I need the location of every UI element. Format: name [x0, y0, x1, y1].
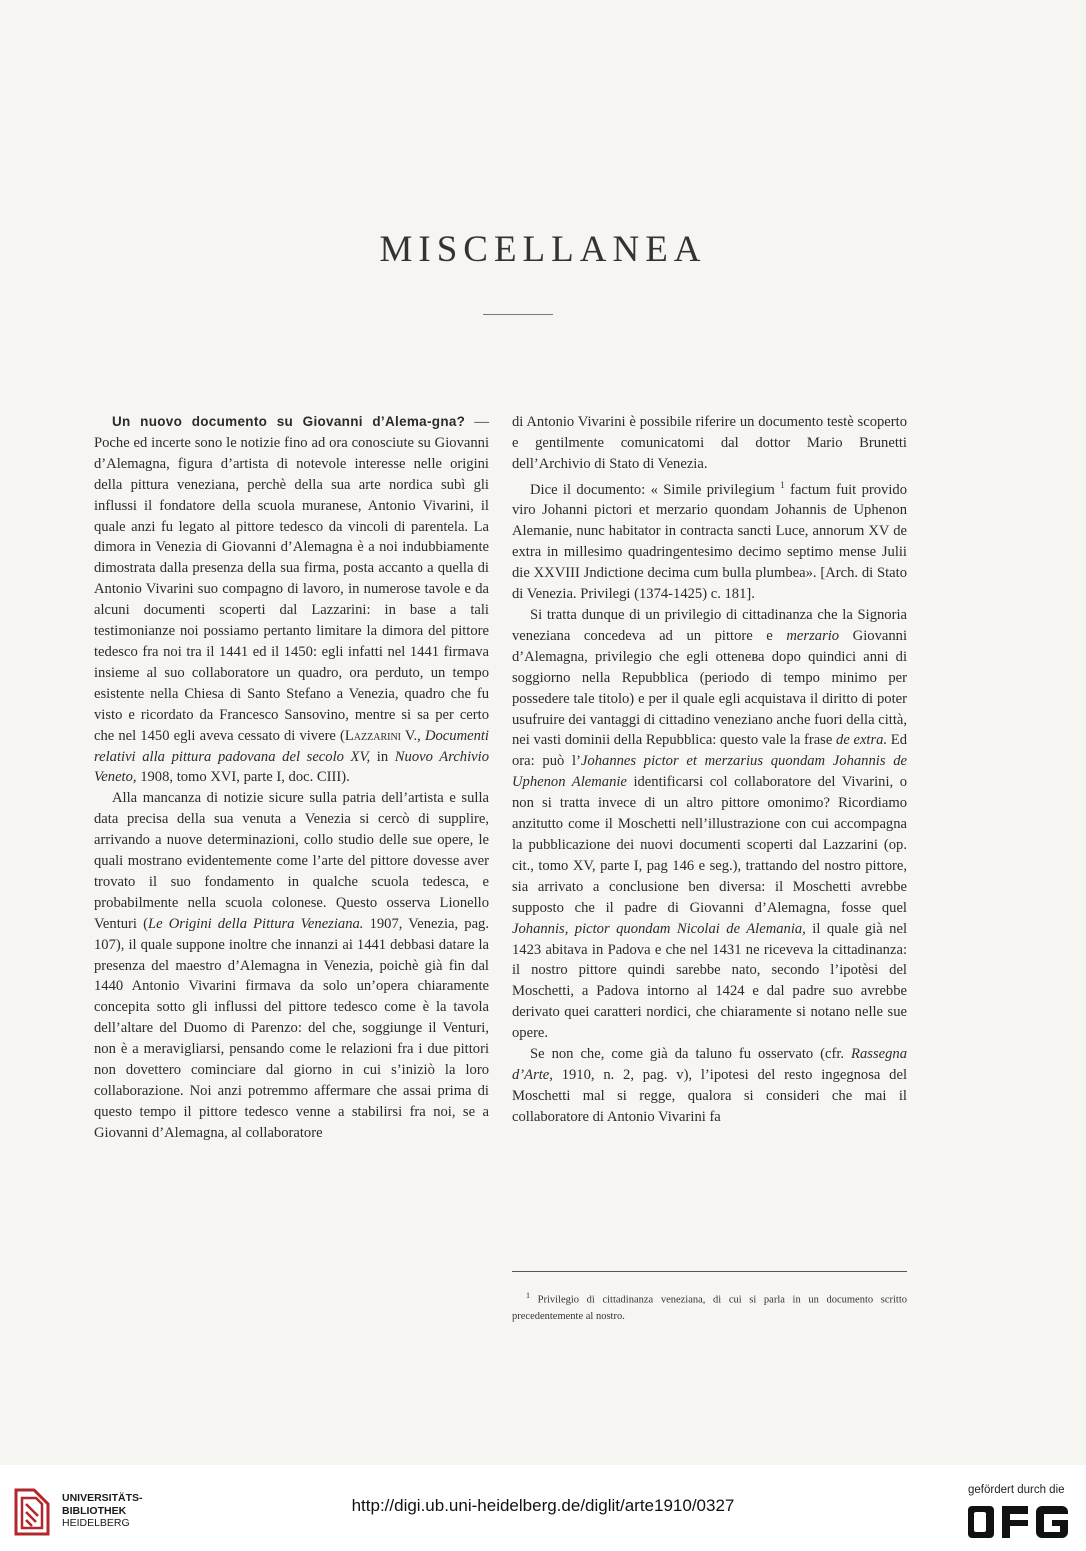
- library-name-line-2: BIBLIOTHEK: [62, 1504, 127, 1517]
- citation-author: Lazzarini: [344, 727, 402, 744]
- citation-title: Le Origini della Pittura Veneziana.: [147, 915, 364, 932]
- paragraph-text: Alla mancanza di notizie sicure sulla patria dell’artista e sulla data precisa della sua venuta a Venezia si cercò di supplire, arrivando a nuove determinazioni, collo studio delle sue opere, le quali mostrano evidentemente come l’arte del pittore dovesse aver trovato il suo fondamento in qualche scuola tedesca, e probabilmente nella scuola colonese. Questo osserva Lionello Venturi (: [94, 790, 489, 932]
- footnote-text: Privilegio di cittadinanza veneziana, di cui si parla in un documento scritto precedentemente al nostro.: [512, 1294, 907, 1322]
- article-paragraph-document: [512, 475, 907, 605]
- page-title: MISCELLANEA: [379, 229, 707, 270]
- citation-end: 1908, tomo XVI, parte I, doc. CIII).: [136, 769, 350, 786]
- funding-label: gefördert durch die: [968, 1484, 1065, 1496]
- library-name-line-1: UNIVERSITÄTS-: [62, 1492, 143, 1504]
- italic-term: Johannis, pictor quondam Nicolai de Alemania,: [512, 920, 806, 937]
- paragraph-text: Dice il documento: « Simile privilegium: [530, 481, 781, 498]
- footnote-reference: 1: [780, 479, 785, 490]
- citation-initial: V.,: [401, 727, 425, 744]
- article-paragraph-privilege: [512, 605, 907, 1044]
- article-paragraph-1: [94, 412, 489, 788]
- footnote-marker: 1: [526, 1291, 530, 1300]
- italic-term: de extra.: [836, 732, 888, 749]
- right-column: [512, 412, 907, 1128]
- italic-term: merzario: [786, 627, 840, 644]
- dfg-logo-icon: [966, 1502, 1072, 1542]
- paragraph-text: identificarsi col collaboratore del Vivarini, o non si tratta invece di un altro pittore omonimo? Ricordiamo anzitutto come il Moschetti nell’illustrazione con cui accompagna la pubblicazione dei nuovi documenti scoperti dal Lazzarini (op. cit., tomo XV, parte I, pag 146 e seg.), trattando del nostro pittore, sia arrivato a conclusione ben diversa: il Moschetti avrebbe supposto che il padre di Giovanni d’Alemagna, fosse quel: [512, 774, 907, 916]
- article-paragraph-2: [94, 788, 489, 1143]
- source-url-link[interactable]: http://digi.ub.uni-heidelberg.de/diglit/arte1910/0327: [351, 1496, 735, 1515]
- article-paragraph-continued: di Antonio Vivarini è possibile riferire un documento testè scoperto e gentilmente comunicatomi dal dottor Mario Brunetti dell’Archivio di Stato di Venezia.: [512, 414, 907, 472]
- paragraph-text: 1907, Venezia, pag. 107), il quale suppone inoltre che innanzi ai 1441 debbasi datare la presenza del maestro d’Alemagna in Venezia, poichè già fin dal 1440 Antonio Vivarini firmava da solo un’opera chiaramente concepita sotto gli influssi del pittore tedesco come è la tavola dell’altare del Duomo di Parenzo: del che, soggiunge il Venturi, non è a meravigliarsi, pensando come le relazioni fra i due pittori non dovettero cominciare dal giorno in cui s’iniziò la loro collaborazione. Noi anzi potremmo affermare che assai prima di questo tempo il pittore tedesco venne a stabilirsi fra noi, se a Giovanni d’Alemagna, al collaboratore: [94, 915, 489, 1141]
- article-paragraph-last: [512, 1044, 907, 1128]
- citation-journal: Nuovo Archivio Veneto,: [94, 748, 489, 786]
- library-name-line-3: HEIDELBERG: [62, 1517, 130, 1529]
- footnote: [512, 1288, 907, 1325]
- citation-title: Documenti relativi alla pittura padovana del secolo XV,: [94, 727, 489, 765]
- paragraph-text: factum fuit provido viro Johanni pictori et merzario quondam Johannis de Uphenon Alemanie, nunc habitator in contracta sancti Luce, annorum XV de extra in millesimo quadringentesimo decimo septimo mense Julii die XXVIII Jndictione decima cum bulla plumbea». [Arch. di Stato di Venezia. Privilegi (1374-1425) c. 181].: [512, 481, 907, 603]
- paragraph-text: Si tratta dunque di un privilegio di cittadinanza che la Signoria veneziana concedeva ad un pittore e: [512, 607, 907, 644]
- paragraph-text: Se non che, come già da taluno fu osservato (cfr.: [530, 1046, 852, 1063]
- title-divider: [483, 314, 553, 315]
- citation-journal: Rassegna d’Arte,: [512, 1046, 907, 1083]
- paragraph-text: 1910, n. 2, pag. v), l’ipotesi del resto ingegnosa del Moschetti mal si regge, qualora si consideri che mai il collaboratore di Antonio Vivarini fa: [512, 1066, 907, 1125]
- citation-in: in: [370, 748, 395, 765]
- paragraph-text: Ed ora: può l’: [512, 732, 907, 770]
- paragraph-text: il quale già nel 1423 abitava in Padova e che nel 1431 ne riceveva la cittadinanza: il nostro pittore quindi sarebbe nato, secondo l’ipotèsi del Moschetti, a Padova intorno al 1424 e dal padre suo avrebbe derivato quei caratteri nordici, che chiaramente si notano nelle sue opere.: [512, 920, 907, 1042]
- italic-term: Johannes pictor et merzarius quondam Johannis de Uphenon Alemanie: [512, 753, 907, 791]
- paragraph-text: Giovanni d’Alemagna, privilegio che egli ottenева dopo quindici anni di soggiorno nella Repubblica (periodo di tempo minimo per possedere tale titolo) e per il quale egli acquistava il diritto di poter usufruire dei vantaggi di cittadino veneziano anche fuori della città, nei vasti dominii della Repubblica: questo vale la frase: [512, 627, 907, 749]
- article-heading: Un nuovo documento su Giovanni d’Alema-gna?: [112, 414, 466, 429]
- paragraph-text: — Poche ed incerte sono le notizie fino ad ora conosciute su Giovanni d’Alemagna, figura d’artista di notevole interesse nelle origini della pittura veneziana, perchè della sua arte nordica subì gli influssi il fondatore della scuola muranese, Antonio Vivarini, il quale anzi fu legato al pittore tedesco da vincoli di parentela. La dimora in Venezia di Giovanni d’Alemagna è a noi indubbiamente dimostrata dalla presenza della sua firma, posta accanto a quella di Antonio Vivarini suo compagno di lavoro, in numerose tavole e da alcuni documenti scoperti dal Lazzarini: in base a tali testimonianze noi possiamo pertanto limitare la dimora del pittore tedesco fra noi tra il 1441 ed il 1450: egli infatti nel 1441 firmava insieme al suo collaboratore un quadro, ora perduto, un tempo esistente nella Chiesa di Santo Stefano a Venezia, quadro che fu visto e ricordato da Francesco Sansovino, mentre si sa per certo che nel 1450 egli aveva cessato di vivere (: [94, 414, 489, 744]
- left-column: [94, 412, 489, 1144]
- footnote-divider: [512, 1271, 907, 1272]
